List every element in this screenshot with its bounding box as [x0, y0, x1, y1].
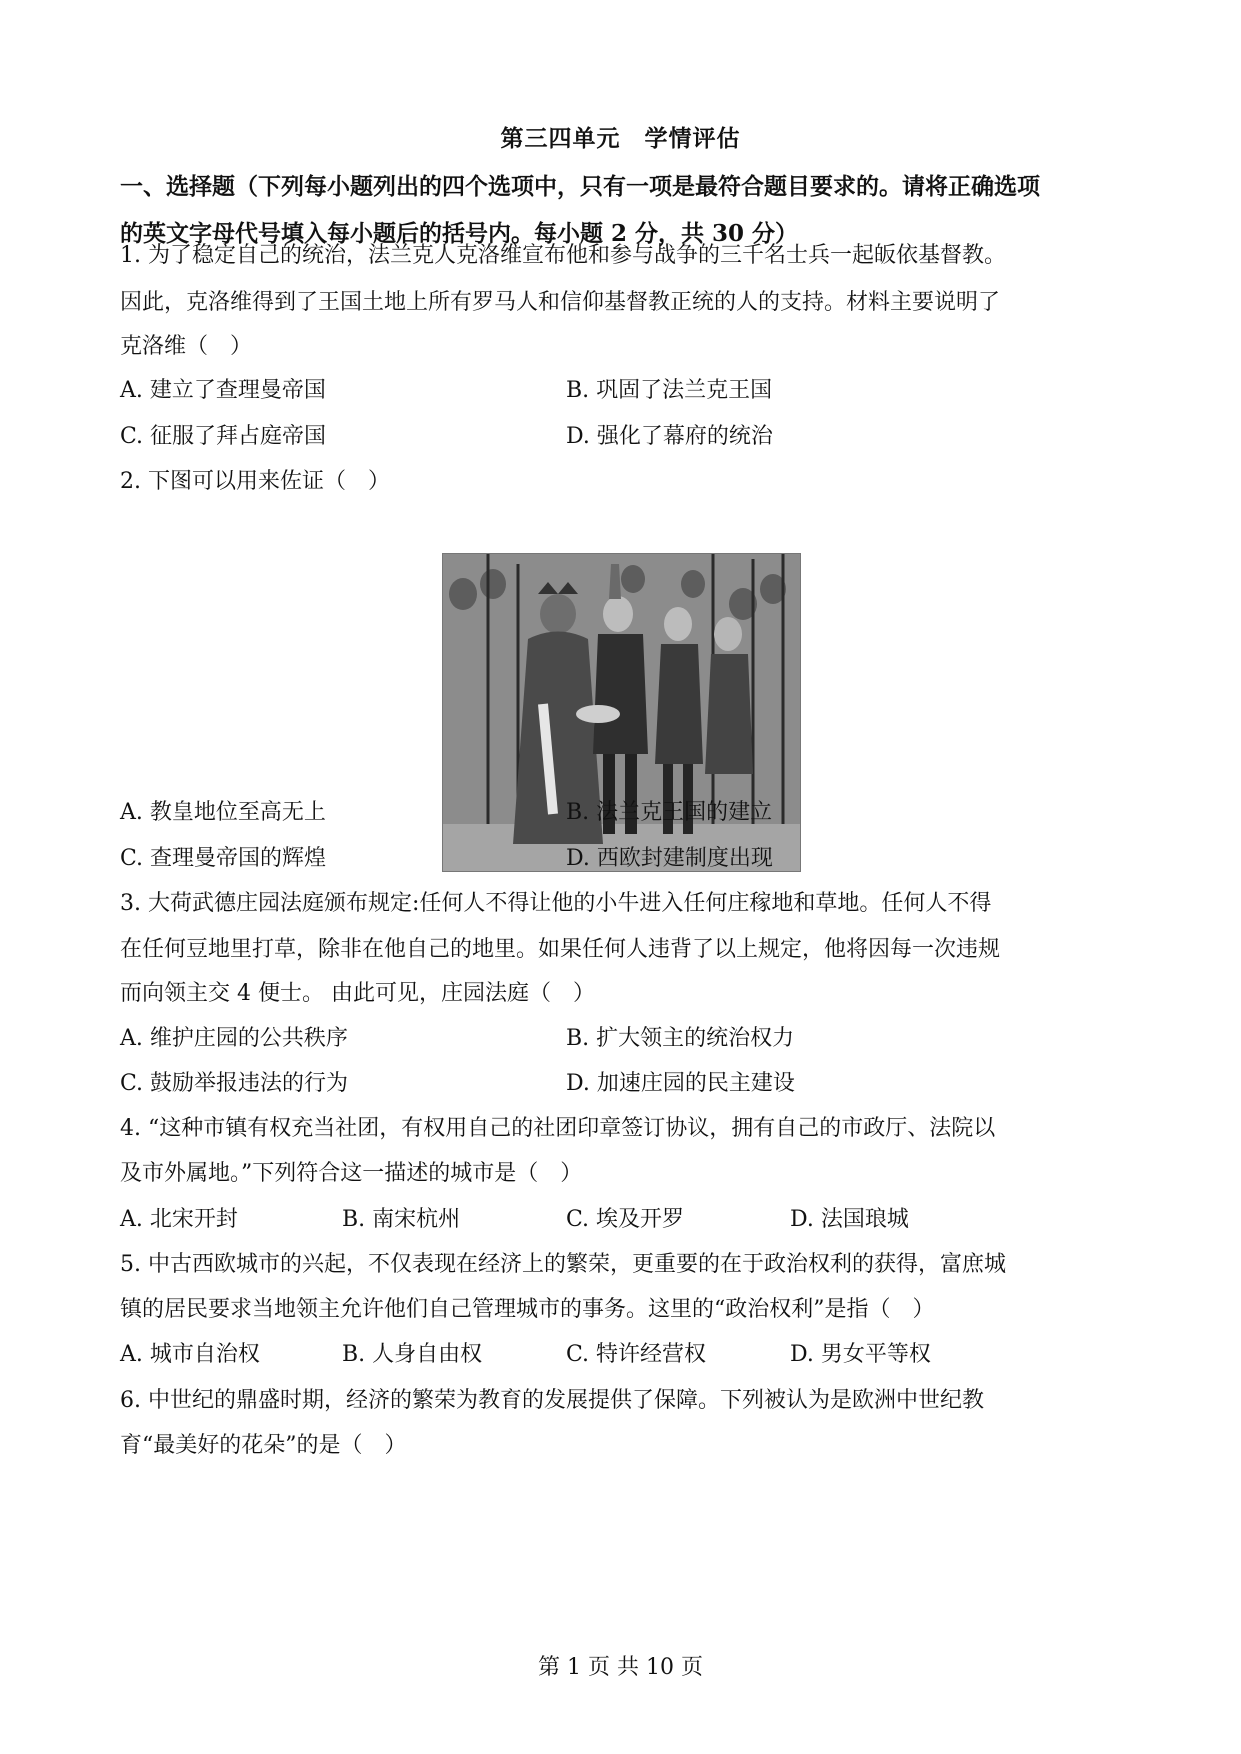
page-footer: 第 1 页 共 10 页 — [538, 1655, 703, 1680]
question-2-option-d: D. 西欧封建制度出现 — [566, 846, 773, 871]
question-3-stem-line: 而向领主交 4 便士。 由此可见，庄园法庭（ ） — [120, 981, 595, 1006]
question-2-option-a: A. 教皇地位至高无上 — [120, 800, 326, 825]
question-5-stem-line: 镇的居民要求当地领主允许他们自己管理城市的事务。这里的“政治权利”是指（ ） — [120, 1297, 935, 1322]
section-heading-line: 的英文字母代号填入每小题后的括号内。每小题 2 分，共 30 分） — [120, 220, 799, 247]
question-5-stem-line: 5. 中古西欧城市的兴起，不仅表现在经济上的繁荣，更重要的在于政治权利的获得，富庶城 — [120, 1252, 1006, 1277]
question-4-option-d: D. 法国琅城 — [790, 1207, 909, 1232]
question-5-option-a: A. 城市自治权 — [120, 1342, 260, 1367]
question-1-option-c: C. 征服了拜占庭帝国 — [120, 424, 327, 449]
page-title: 第三四单元 学情评估 — [500, 125, 741, 152]
question-1-option-d: D. 强化了幕府的统治 — [566, 424, 773, 449]
question-1-option-a: A. 建立了查理曼帝国 — [120, 378, 326, 403]
question-2-option-b: B. 法兰克王国的建立 — [566, 800, 773, 825]
question-4-option-c: C. 埃及开罗 — [566, 1207, 685, 1232]
question-5-option-b: B. 人身自由权 — [342, 1342, 483, 1367]
question-6-stem-line: 育“最美好的花朵”的是（ ） — [120, 1433, 407, 1458]
question-3-option-d: D. 加速庄园的民主建设 — [566, 1071, 795, 1096]
question-5-option-d: D. 男女平等权 — [790, 1342, 931, 1367]
question-4-stem-line: 及市外属地。”下列符合这一描述的城市是（ ） — [120, 1161, 583, 1186]
question-4-option-b: B. 南宋杭州 — [342, 1207, 461, 1232]
question-6-stem-line: 6. 中世纪的鼎盛时期，经济的繁荣为教育的发展提供了保障。下列被认为是欧洲中世纪教 — [120, 1388, 984, 1413]
question-3-option-a: A. 维护庄园的公共秩序 — [120, 1026, 348, 1051]
question-1-stem-line: 克洛维（ ） — [120, 334, 253, 359]
question-3-option-c: C. 鼓励举报违法的行为 — [120, 1071, 349, 1096]
question-2-stem-line: 2. 下图可以用来佐证（ ） — [120, 469, 390, 494]
question-1-stem-line: 因此，克洛维得到了王国土地上所有罗马人和信仰基督教正统的人的支持。材料主要说明了 — [120, 290, 1001, 315]
question-3-stem-line: 在任何豆地里打草，除非在他自己的地里。如果任何人违背了以上规定，他将因每一次违规 — [120, 937, 1001, 962]
section-heading-line: 一、选择题（下列每小题列出的四个选项中，只有一项是最符合题目要求的。请将正确选项 — [120, 173, 1040, 200]
question-3-stem-line: 3. 大荷武德庄园法庭颁布规定:任何人不得让他的小牛进入任何庄稼地和草地。任何人不得 — [120, 891, 992, 916]
question-4-stem-line: 4. “这种市镇有权充当社团，有权用自己的社团印章签订协议，拥有自己的市政厅、法院以 — [120, 1116, 996, 1141]
question-3-option-b: B. 扩大领主的统治权力 — [566, 1026, 795, 1051]
question-2-option-c: C. 查理曼帝国的辉煌 — [120, 846, 327, 871]
question-1-stem-line: 1. 为了稳定自己的统治，法兰克人克洛维宣布他和参与战争的三千名士兵一起皈依基督教。 — [120, 243, 1006, 268]
question-1-option-b: B. 巩固了法兰克王国 — [566, 378, 773, 403]
question-5-option-c: C. 特许经营权 — [566, 1342, 707, 1367]
question-4-option-a: A. 北宋开封 — [120, 1207, 238, 1232]
